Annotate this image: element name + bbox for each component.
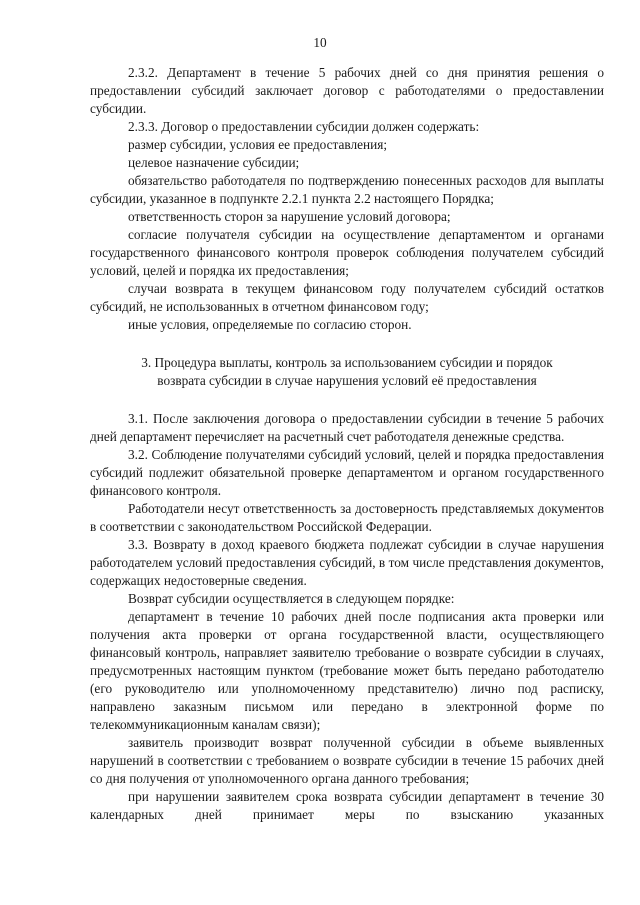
paragraph-3-2: 3.2. Соблюдение получателями субсидий условий, целей и порядка предоставления субсидий подлежит обязательной проверке департаментом и органом государственного финансового контроля.: [90, 447, 604, 498]
paragraph-2-3-3: 2.3.3. Договор о предоставлении субсидии должен содержать:: [128, 119, 480, 134]
paragraph-2-3-2: 2.3.2. Департамент в течение 5 рабочих дней со дня принятия решения о предоставлении субсидий заключает договор с работодателями о предоставлении субсидии.: [90, 65, 604, 116]
list-item-return-cases: случаи возврата в текущем финансовом году получателем субсидий остатков субсидий, не использованных в отчетном финансовом году;: [90, 281, 604, 314]
list-item-purpose: целевое назначение субсидии;: [128, 155, 300, 170]
paragraph-employers-responsibility: Работодатели несут ответственность за достоверность представляемых документов в соответствии с законодательством Российской Федерации.: [90, 501, 604, 534]
section-heading: [90, 354, 604, 390]
list-item-consent: согласие получателя субсидии на осуществление департаментом и органами государственного финансового контроля проверок соблюдения получателем субсидий условий, целей и порядка их предоставления;: [90, 227, 604, 278]
list-item-applicant-return: заявитель производит возврат полученной субсидии в объеме выявленных нарушений в соответствии с требованием о возврате субсидии в течение 15 рабочих дней со дня получения от уполномоченного органа данного требования;: [90, 735, 604, 786]
section-heading-line-2: возврата субсидии в случае нарушения условий её предоставления: [157, 373, 537, 388]
list-item-obligation: обязательство работодателя по подтверждению понесенных расходов для выплаты субсидии, указанное в подпункте 2.2.1 пункта 2.2 настоящего Порядка;: [90, 173, 604, 206]
list-item-department-requirement: департамент в течение 10 рабочих дней после подписания акта проверки или получения акта проверки от органа государственной власти, осуществляющего финансовый контроль, направляет заявителю требование о возврате субсидии в случаях, предусмотренных настоящим пунктом (требование может быть передано работодателю (его руководителю или уполномоченному представителю) лично под расписку, направлено заказным письмом или передано в электронной форме по телекоммуникационным каналам связи);: [90, 609, 604, 732]
list-item-subsidy-size: размер субсидии, условия ее предоставления;: [128, 137, 388, 152]
paragraph-return-procedure: Возврат субсидии осуществляется в следующем порядке:: [128, 591, 455, 606]
list-item-other-conditions: иные условия, определяемые по согласию сторон.: [128, 317, 412, 332]
list-item-violation-term: при нарушении заявителем срока возврата субсидии департамент в течение 30 календарных дней принимает меры по взысканию указанных: [90, 789, 604, 822]
document-body: [90, 64, 604, 824]
page-number: 10: [313, 35, 327, 50]
list-item-responsibility: ответственность сторон за нарушение условий договора;: [128, 209, 451, 224]
paragraph-3-3: 3.3. Возврату в доход краевого бюджета подлежат субсидии в случае нарушения работодателем условий предоставления субсидий, в том числе представления документов, содержащих недостоверные сведения.: [90, 537, 604, 588]
section-heading-line-1: 3. Процедура выплаты, контроль за использованием субсидии и порядок: [141, 355, 553, 370]
paragraph-3-1: 3.1. После заключения договора о предоставлении субсидии в течение 5 рабочих дней департамент перечисляет на расчетный счет работодателя денежные средства.: [90, 411, 604, 444]
